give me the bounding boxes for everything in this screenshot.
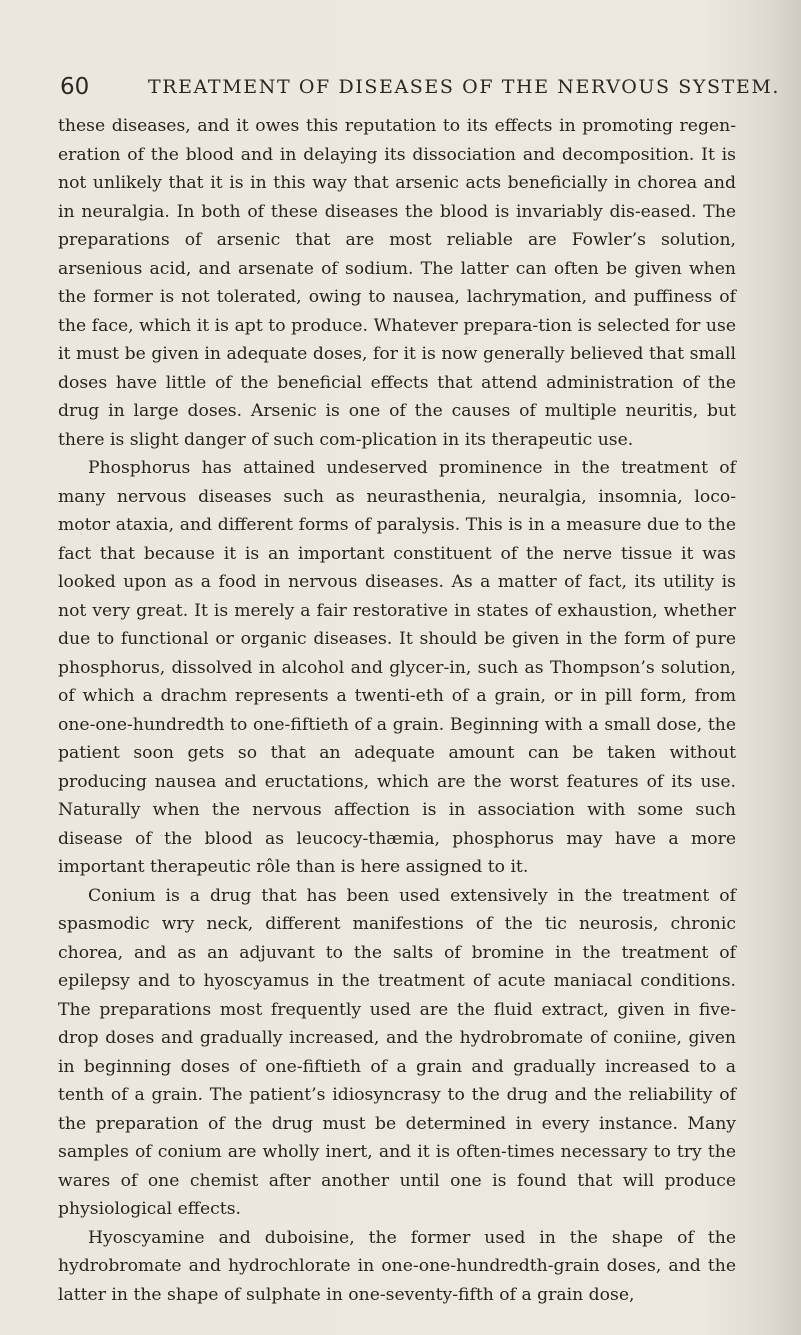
page-header <box>60 74 781 102</box>
running-head: TREATMENT OF DISEASES OF THE NERVOUS SYSTEM. <box>148 76 781 98</box>
body-text <box>58 112 736 1309</box>
paragraph-arsenic: these diseases, and it owes this reputation to its effects in promoting regen-eration of the blood and in delaying its dissociation and decomposition. It is not unlikely that it is in this way that arsenic acts beneficially in chorea and in neuralgia. In both of these diseases the blood is invariably dis-eased. The preparations of arsenic that are most reliable are Fowler’s solution, arsenious acid, and arsenate of sodium. The latter can often be given when the former is not tolerated, owing to nausea, lachrymation, and puffiness of the face, which it is apt to produce. Whatever prepara-tion is selected for use it must be given in adequate doses, for it is now generally believed that small doses have little of the beneficial effects that attend administration of the drug in large doses. Arsenic is one of the causes of multiple neuritis, but there is slight danger of such com-plication in its therapeutic use. <box>58 116 736 450</box>
paragraph-conium: Conium is a drug that has been used extensively in the treatment of spasmodic wry neck, different manifestions of the tic neurosis, chronic chorea, and as an adjuvant to the salts of bromine in the treatment of epilepsy and to hyoscyamus in the treatment of acute maniacal conditions. The preparations most frequently used are the fluid extract, given in five-drop doses and gradually increased, and the hydrobromate of coniine, given in beginning doses of one-fiftieth of a grain and gradually increased to a tenth of a grain. The patient’s idiosyncrasy to the drug and the reliability of the preparation of the drug must be determined in every instance. Many samples of conium are wholly inert, and it is often-times necessary to try the wares of one chemist after another until one is found that will produce physiological effects. <box>58 885 736 1219</box>
paragraph-phosphorus: Phosphorus has attained undeserved prominence in the treatment of many nervous diseases such as neurasthenia, neuralgia, insomnia, loco-motor ataxia, and different forms of paralysis. This is in a measure due to the fact that because it is an important constituent of the nerve tissue it was looked upon as a food in nervous diseases. As a matter of fact, its utility is not very great. It is merely a fair restorative in states of exhaustion, whether due to functional or organic diseases. It should be given in the form of pure phosphorus, dissolved in alcohol and glycer-in, such as Thompson’s solution, of which a drachm represents a twenti-eth of a grain, or in pill form, from one-one-hundredth to one-fiftieth of a grain. Beginning with a small dose, the patient soon gets so that an adequate amount can be taken without producing nausea and eructations, which are the worst features of its use. Naturally when the nervous affection is in association with some such disease of the blood as leucocy-thæmia, phosphorus may have a more important therapeutic rôle than is here assigned to it. <box>58 458 736 877</box>
page-number: 60 <box>60 74 90 100</box>
paragraph-hyoscyamine: Hyoscyamine and duboisine, the former used in the shape of the hydrobromate and hydrochlorate in one-one-hundredth-grain doses, and the latter in the shape of sulphate in one-seventy-fifth of a grain dose, <box>58 1227 736 1305</box>
